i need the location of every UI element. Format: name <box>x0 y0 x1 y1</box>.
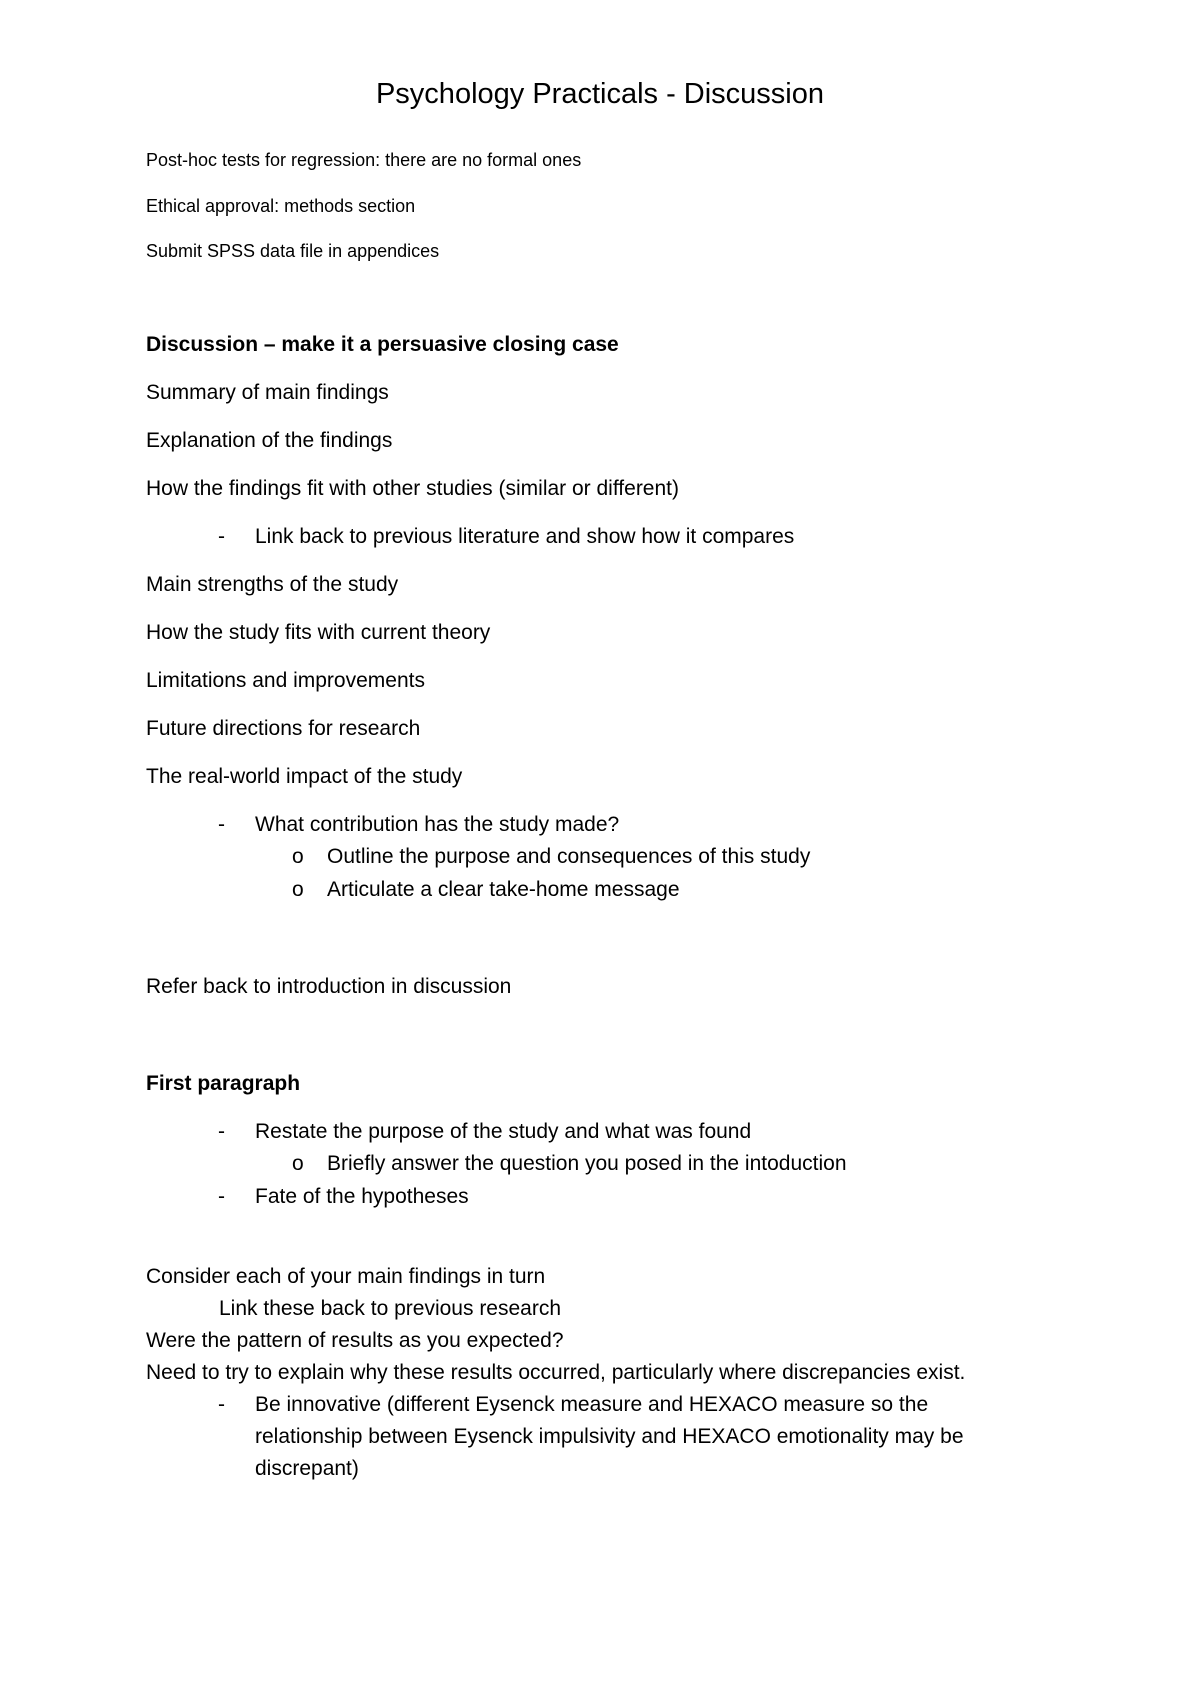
discussion-subsubitem: Articulate a clear take-home message <box>327 878 680 901</box>
first-paragraph-heading: First paragraph <box>146 1072 301 1095</box>
discussion-item: Limitations and improvements <box>146 669 425 692</box>
note-spss: Submit SPSS data file in appendices <box>146 241 440 261</box>
first-paragraph-item: Fate of the hypotheses <box>255 1185 469 1208</box>
dash-bullet: - <box>218 525 225 548</box>
discussion-subitem: What contribution has the study made? <box>255 813 620 836</box>
findings-line: Link these back to previous research <box>219 1297 562 1320</box>
findings-line: Were the pattern of results as you expected? <box>146 1329 564 1352</box>
circle-bullet: o <box>292 878 304 901</box>
dash-bullet: - <box>218 1393 225 1416</box>
note-posthoc: Post-hoc tests for regression: there are no formal ones <box>146 150 582 170</box>
discussion-item: Main strengths of the study <box>146 573 399 596</box>
first-paragraph-item: Restate the purpose of the study and what was found <box>255 1120 752 1143</box>
discussion-item: How the findings fit with other studies (similar or different) <box>146 477 679 500</box>
discussion-subsubitem: Outline the purpose and consequences of this study <box>327 845 811 868</box>
first-paragraph-subitem: Briefly answer the question you posed in the intoduction <box>327 1152 847 1175</box>
dash-bullet: - <box>218 813 225 836</box>
refer-back-note: Refer back to introduction in discussion <box>146 975 512 998</box>
findings-subitem: Be innovative (different Eysenck measure and HEXACO measure so the <box>255 1393 929 1416</box>
findings-subitem-continued: relationship between Eysenck impulsivity and HEXACO emotionality may be <box>255 1425 964 1448</box>
discussion-item: Future directions for research <box>146 717 421 740</box>
dash-bullet: - <box>218 1185 225 1208</box>
findings-line: Need to try to explain why these results occurred, particularly where discrepancies exist. <box>146 1361 966 1384</box>
discussion-subitem: Link back to previous literature and show how it compares <box>255 525 795 548</box>
dash-bullet: - <box>218 1120 225 1143</box>
findings-subitem-continued: discrepant) <box>255 1457 359 1480</box>
page-title: Psychology Practicals - Discussion <box>375 78 825 110</box>
discussion-item: How the study fits with current theory <box>146 621 491 644</box>
discussion-item: The real-world impact of the study <box>146 765 463 788</box>
discussion-item: Summary of main findings <box>146 381 389 404</box>
findings-line: Consider each of your main findings in turn <box>146 1265 546 1288</box>
note-ethics: Ethical approval: methods section <box>146 196 416 216</box>
circle-bullet: o <box>292 1152 304 1175</box>
discussion-heading: Discussion – make it a persuasive closing case <box>146 333 619 356</box>
circle-bullet: o <box>292 845 304 868</box>
discussion-item: Explanation of the findings <box>146 429 393 452</box>
